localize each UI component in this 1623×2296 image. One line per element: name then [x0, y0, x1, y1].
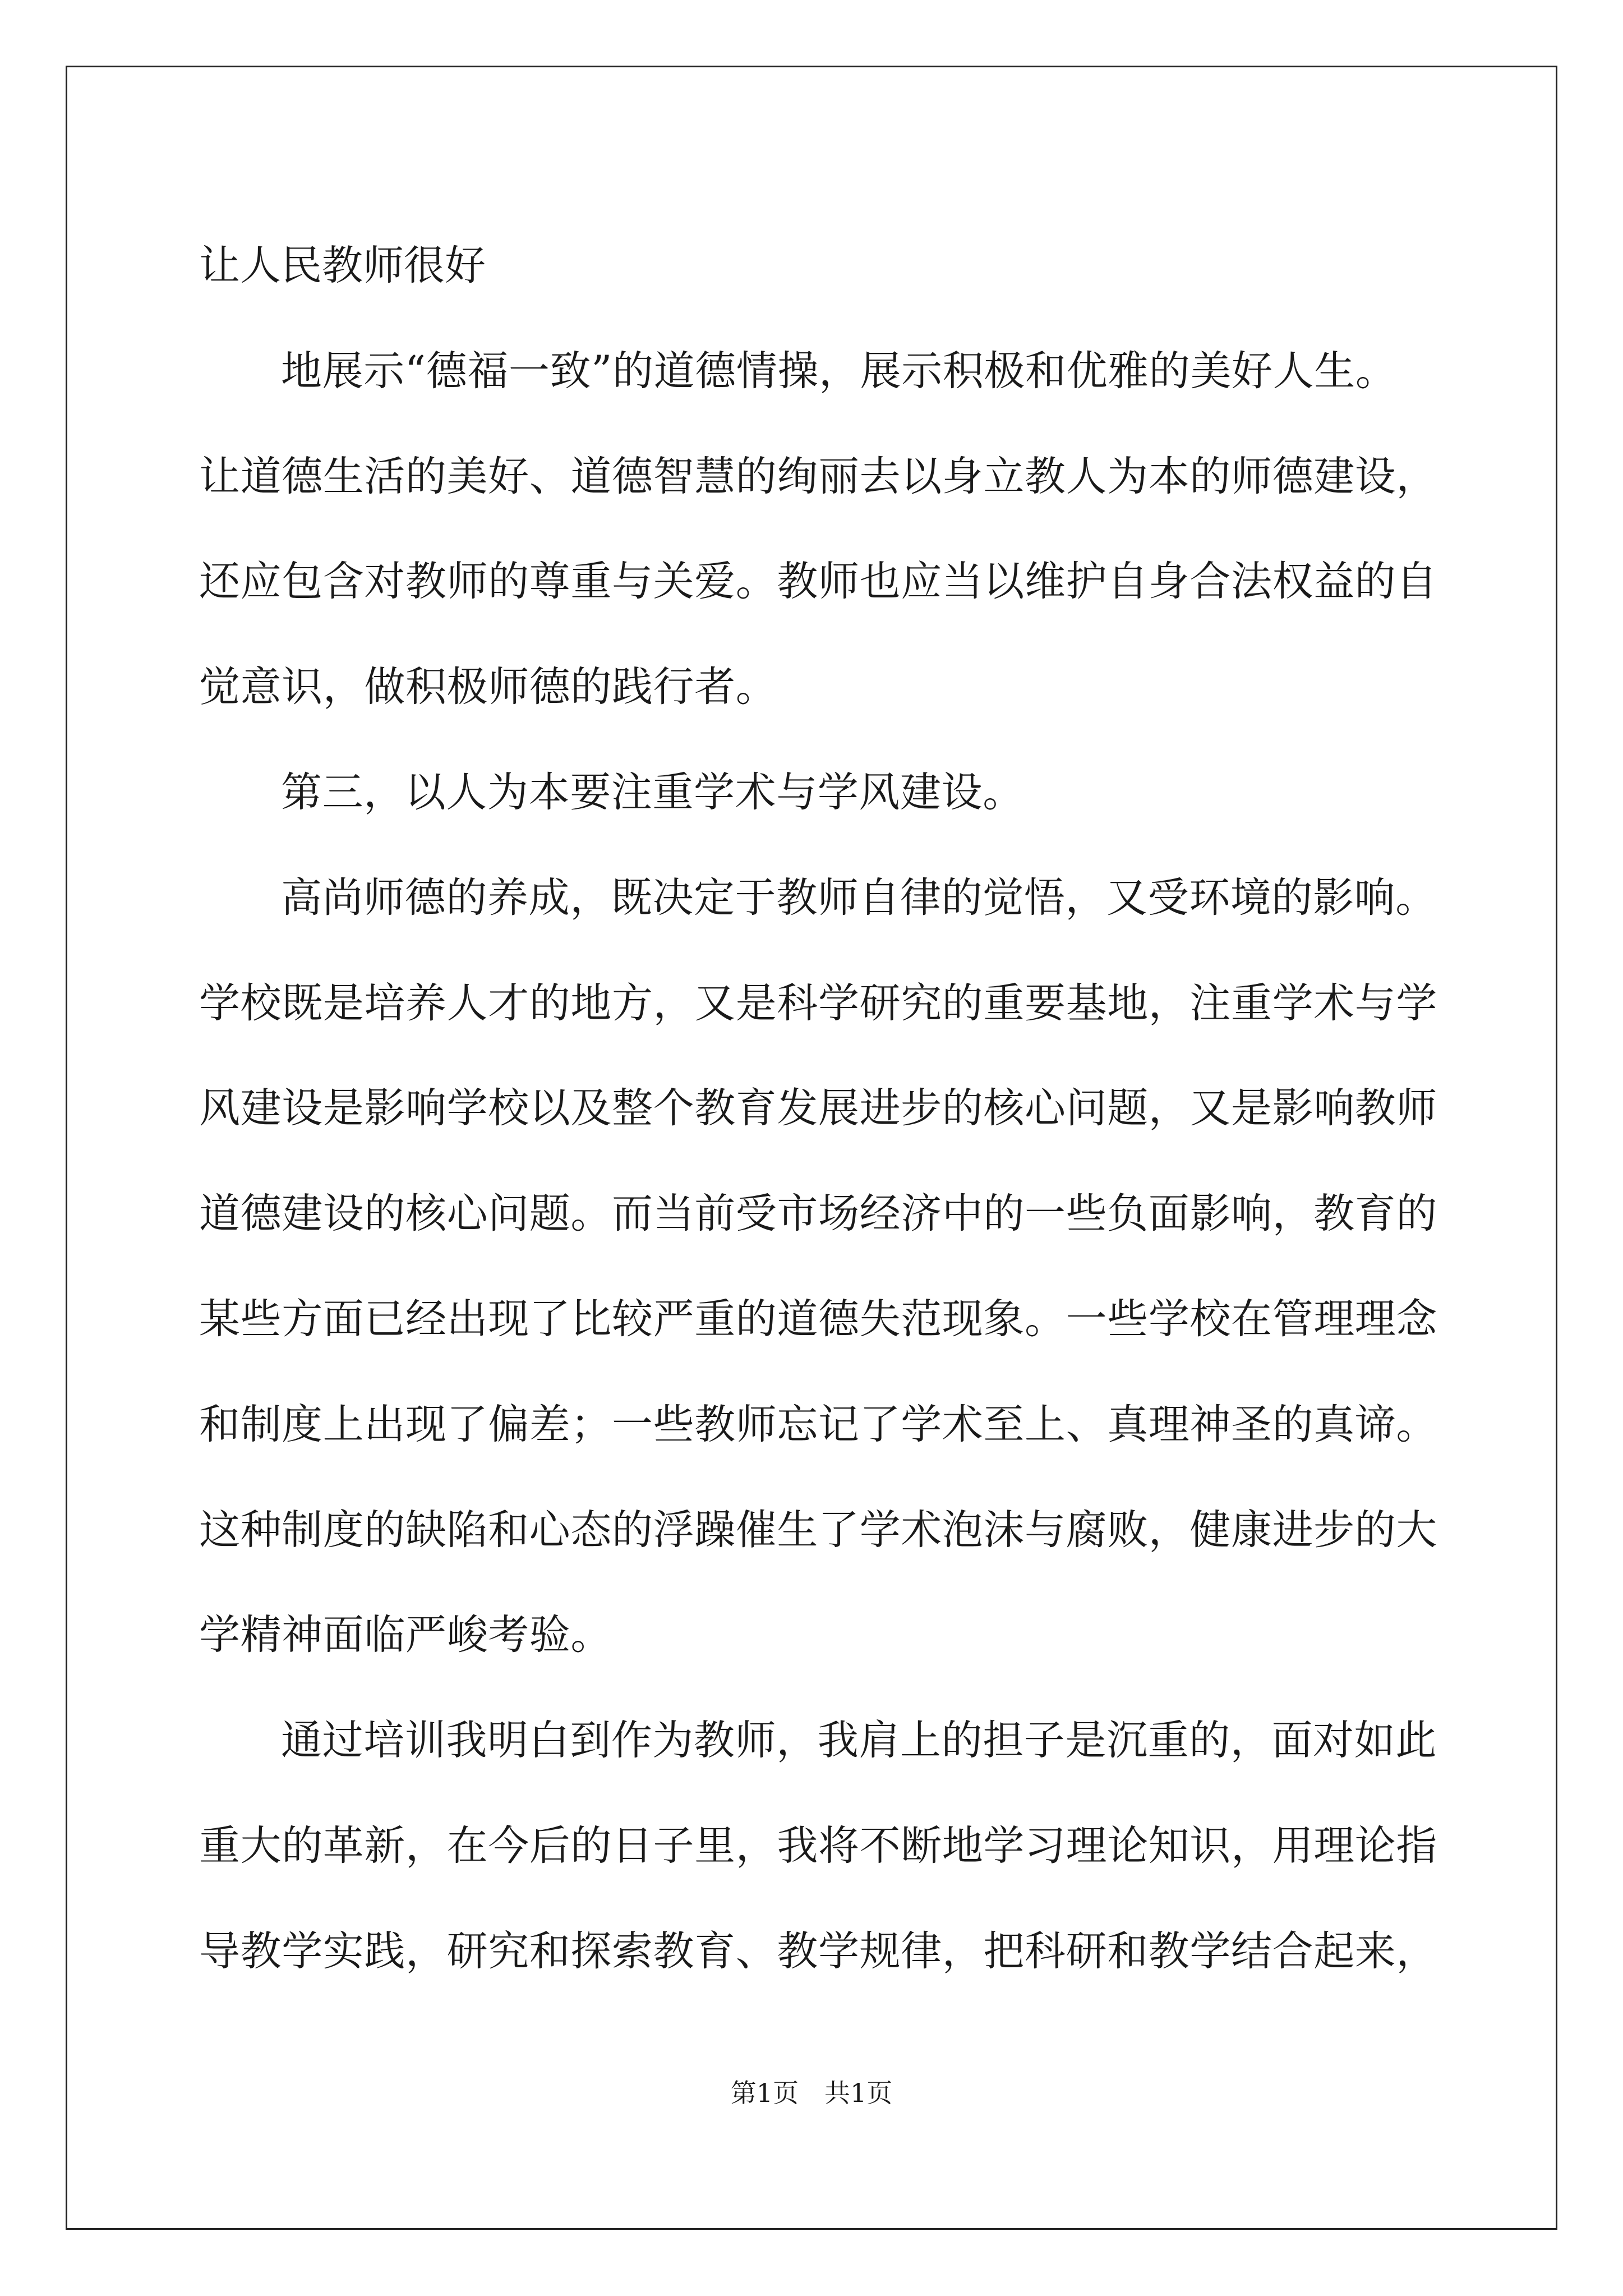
text-line: 学校既是培养人才的地方，又是科学研究的重要基地，注重学术与学 — [199, 979, 1437, 1027]
text-line: 高尚师德的养成，既决定于教师自律的觉悟，又受环境的影响。 — [281, 873, 1437, 922]
text-line: 地展示“德福一致”的道德情操，展示积极和优雅的美好人生。 — [281, 347, 1397, 395]
document-title: 让人民教师很好 — [199, 242, 486, 289]
text-line: 风建设是影响学校以及整个教育发展进步的核心问题，又是影响教师 — [199, 1084, 1437, 1133]
text-line: 重大的革新，在今后的日子里，我将不断地学习理论知识，用理论指 — [199, 1821, 1437, 1870]
text-line: 学精神面临严峻考验。 — [199, 1611, 612, 1659]
text-line: 这种制度的缺陷和心态的浮躁催生了学术泡沫与腐败，健康进步的大 — [199, 1506, 1437, 1554]
text-line: 还应包含对教师的尊重与关爱。教师也应当以维护自身合法权益的自 — [199, 558, 1437, 606]
text-line: 和制度上出现了偏差；一些教师忘记了学术至上、真理神圣的真谛。 — [199, 1400, 1437, 1448]
text-line: 让道德生活的美好、道德智慧的绚丽去以身立教人为本的师德建设， — [199, 452, 1437, 500]
text-line: 某些方面已经出现了比较严重的道德失范现象。一些学校在管理理念 — [199, 1295, 1437, 1343]
text-line: 第三，以人为本要注重学术与学风建设。 — [281, 768, 1024, 816]
text-line: 通过培训我明白到作为教师，我肩上的担子是沉重的，面对如此 — [281, 1717, 1437, 1765]
text-line: 觉意识，做积极师德的践行者。 — [199, 663, 777, 711]
document-body — [199, 213, 1437, 2004]
text-line: 道德建设的核心问题。而当前受市场经济中的一些负面影响，教育的 — [199, 1190, 1437, 1238]
page-number-footer: 第1页 共1页 — [730, 2078, 893, 2108]
text-line: 导教学实践，研究和探索教育、教学规律，把科研和教学结合起来， — [199, 1927, 1437, 1975]
